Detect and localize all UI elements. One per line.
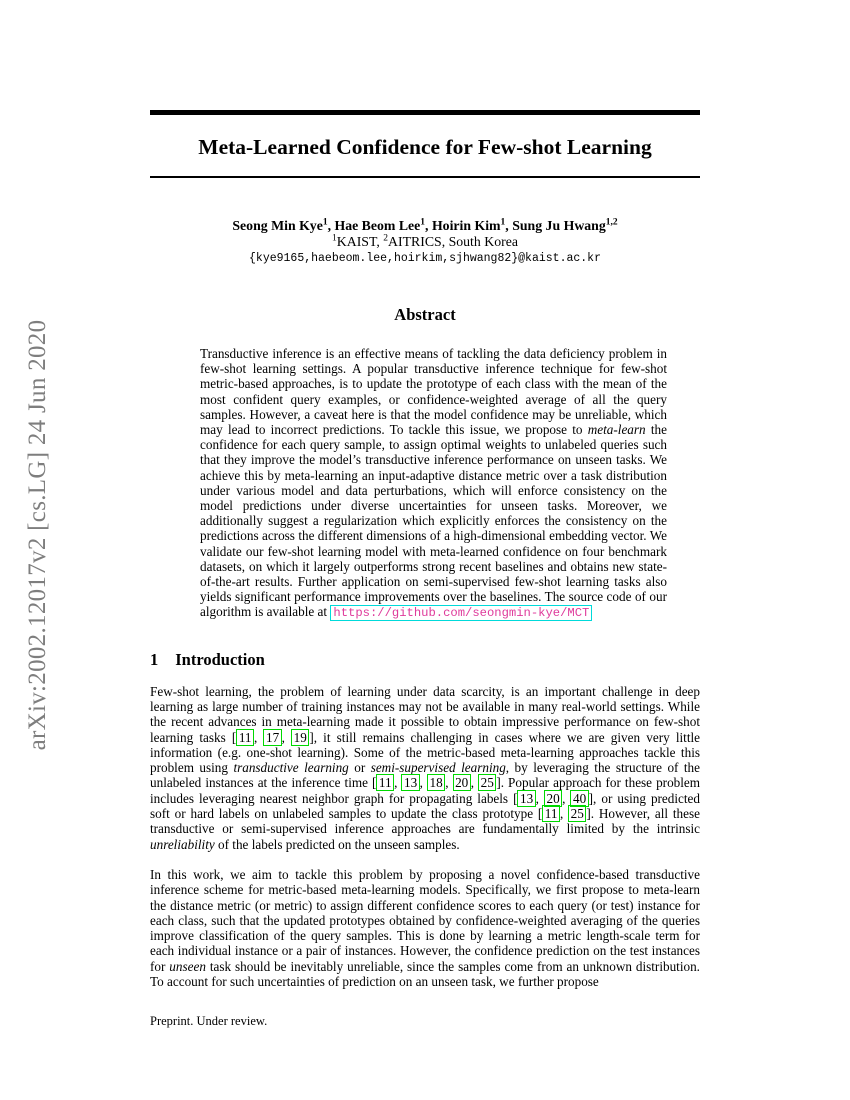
arxiv-watermark: arXiv:2002.12017v2 [cs.LG] 24 Jun 2020 [24,319,51,751]
text-run: , [281,729,292,745]
citation-link[interactable]: 25 [568,805,586,822]
text-run: of the labels predicted on the unseen samples. [214,836,460,852]
text-run: , [254,729,264,745]
text-run: , [560,806,569,822]
text-run: , [562,790,571,806]
citation-link[interactable]: 20 [544,790,562,807]
paper-title: Meta-Learned Confidence for Few-shot Learning [198,135,652,159]
citation-link[interactable]: 11 [542,805,560,822]
citation-link[interactable]: 11 [236,729,254,746]
text-run: ], or using predicted soft or hard labels on unlabeled samples to update the class prototype [ [150,790,701,822]
text-run: the confidence for each query sample, to assign optimal weights to unlabeled queries such that they improve the model’s transductive inference performance on unseen tasks. We achieve this by meta-learning an input-adaptive distance metric over a task distribution under various model and data perturbations, which will enforce consistency on the model predictions under diverse uncertainties for unseen tasks. Moreover, we additionally suggest a regularization which explicitly enforces the consistency on the predictions across the different dimensions of a high-dimensional embedding vector. We validate our few-shot learning model with meta-learned confidence on four benchmark datasets, on which it largely outperforms strong recent baselines and obtains new state-of-the-art results. Further application on semi-supervised few-shot learning tasks also yields significant performance improvements over the baselines. The source code of our algorithm is available at [200,422,667,620]
intro-paragraph-1 [150,684,700,852]
text-run: task should be inevitably unreliable, since the samples come from an unknown distribution. To account for such uncertainties of prediction on an unseen task, we further propose [150,958,700,989]
text-run: ]. Popular approach for these problem includes leveraging nearest neighbor graph for propagating labels [ [150,775,701,806]
text-run: , [445,775,453,791]
abstract-heading: Abstract [394,305,456,324]
abstract-text [200,346,667,622]
citation-link[interactable]: 40 [570,790,588,807]
citation-link[interactable]: 11 [376,774,394,791]
paper-content [150,0,700,989]
citation-link[interactable]: 20 [453,774,471,791]
citation-link[interactable]: 13 [401,774,419,791]
section-heading-introduction [150,650,700,670]
code-url-link[interactable]: https://github.com/seongmin-kye/MCT [330,605,592,621]
section-title: Introduction [175,649,265,669]
superscript: 1 [500,217,506,228]
text-run: semi-supervised learning [370,760,506,776]
author-names [150,218,700,234]
text-run: ], it still remains challenging in cases where we are given very little information (e.g. one-shot learning). Some of the metric-based meta-learning approaches tackle this problem using [150,729,701,776]
text-run: , Hoirin Kim [425,218,501,233]
text-run: ]. However, all these transductive or semi-supervised inference approaches are fundamentally limited by the intrinsic [150,806,700,837]
text-run: meta-learn [587,422,646,438]
text-run: Few-shot learning, the problem of learning under data scarcity, is an important challenge in deep learning as large number of training instances may not be available in many real-world settings. While the recent advances in meta-learning made it possible to obtain impressive performance on few-shot learning tasks [ [150,683,700,745]
text-run: In this work, we aim to tackle this problem by proposing a novel confidence-based transductive inference scheme for metric-based meta-learning models. Specifically, we first propose to meta-learn the distance metric (or metric) to assign different confidence scores to each query (or test) instance for each class, such that the updated prototypes obtained by confidence-weighted averaging of the queries improve classification of the query samples. This is done by learning a metric length-scale term for each individual instance or a pair of instances. However, the confidence prediction on the test instances for [150,866,700,974]
superscript: 1,2 [605,217,618,228]
superscript: 1 [322,217,328,228]
author-block [150,218,700,267]
text-run: , Sung Ju Hwang [505,218,606,233]
text-run: , by leveraging the structure of the unlabeled instances at the inference time [ [150,760,700,791]
text-run: unreliability [150,836,215,852]
author-affiliations [150,234,700,250]
text-run: , [470,775,479,791]
text-run: or [348,760,371,776]
text-run: , [394,775,402,791]
citation-link[interactable]: 19 [291,729,309,746]
text-run: , [419,775,428,791]
citation-link[interactable]: 17 [263,729,281,746]
text-run: KAIST, [336,234,384,249]
section-number: 1 [150,649,159,669]
footer-note: Preprint. Under review. [150,1014,268,1028]
text-run: , Hae Beom Lee [327,218,421,233]
citation-link[interactable]: 25 [478,774,496,791]
superscript: 1 [332,233,337,244]
author-emails: {kye9165,haebeom.lee,hoirkim,sjhwang82}@kaist.ac.kr [249,252,601,265]
title-rule-bottom [150,176,700,178]
citation-link[interactable]: 13 [517,790,535,807]
superscript: 2 [383,233,389,244]
superscript: 1 [420,217,426,228]
intro-paragraph-2 [150,867,700,989]
text-run: unseen [169,958,206,974]
title-rule-top [150,110,700,115]
citation-link[interactable]: 18 [427,774,445,791]
text-run: Transductive inference is an effective means of tackling the data deficiency problem in few-shot learning settings. A popular transductive inference technique for few-shot metric-based approaches, is to update the prototype of each class with the mean of the most confident query examples, or confidence-weighted average of all the query samples. However, a caveat here is that the model confidence may be unreliable, which may lead to incorrect predictions. To tackle this issue, we propose to [200,346,667,438]
text-run: Seong Min Kye [232,218,323,233]
text-run: , [535,790,544,806]
text-run: AITRICS, South Korea [388,234,518,249]
text-run: transductive learning [233,760,349,776]
